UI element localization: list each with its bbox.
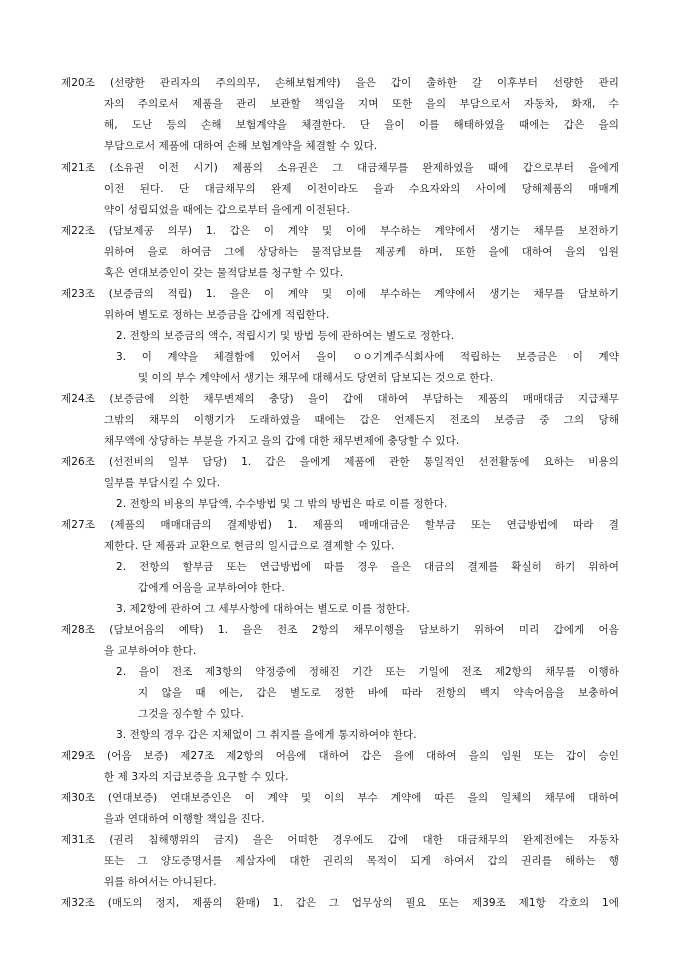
text-line: 제23조 (보증금의 적립) 1. 을은 이 계약 및 이에 부수하는 계약에서 생기는 채무를 담보하기 xyxy=(61,288,619,300)
text-line: 지 않을 때 에는, 갑은 별도로 정한 바에 따라 전항의 백지 약속어음을 보충하여 xyxy=(138,687,619,699)
text-line: 위하여 을로 하여금 그에 상당하는 물적담보를 제공케 하며, 또한 을에 대하여 을의 임원 xyxy=(104,246,619,258)
text-line: 및 이의 부수 계약에서 생기는 채무에 대해서도 당연히 담보되는 것으로 한다. xyxy=(138,372,494,384)
text-line: 채무액에 상당하는 부분을 가지고 을의 갑에 대한 채무변제에 충당할 수 있다. xyxy=(104,435,460,447)
text-line: 일부를 부담시킬 수 있다. xyxy=(104,477,221,489)
text-line: 위를 하여서는 아니된다. xyxy=(104,876,217,888)
text-line: 제26조 (선전비의 일부 담당) 1. 갑은 을에게 제품에 관한 통일적인 선전활동에 요하는 비용의 xyxy=(61,456,619,468)
text-line: 제한다. 단 제품과 교환으로 현금의 일시급으로 결제할 수 있다. xyxy=(104,540,395,552)
text-line: 2. 전항의 할부금 또는 연급방법에 따를 경우 을은 대금의 결제를 확실히 하기 위하여 xyxy=(116,561,619,573)
text-line: 제21조 (소유권 이전 시기) 제품의 소유권은 그 대금채무를 완제하였을 때에 갑으로부터 을에게 xyxy=(61,162,619,174)
text-line: 부담으로서 제품에 대하여 손해 보험계약을 체결할 수 있다. xyxy=(104,140,378,152)
text-line: 을과 연대하여 이행할 책임을 진다. xyxy=(104,813,265,825)
text-line: 제27조 (제품의 매매대금의 결제방법) 1. 제품의 매매대금은 할부금 또는 연급방법에 따라 결 xyxy=(61,519,619,531)
text-line: 3. 전항의 경우 갑은 지체없이 그 취지를 을에게 통지하여야 한다. xyxy=(116,729,417,741)
text-line: 제20조 (선량한 관리자의 주의의무, 손해보험계약) 을은 갑이 출하한 갈 이후부터 선량한 관리 xyxy=(61,77,619,89)
text-line: 을 교부하여야 한다. xyxy=(104,645,197,657)
text-line: 2. 을이 전조 제3항의 약정중에 정해진 기간 또는 기일에 전조 제2항의 채무를 이행하 xyxy=(116,666,619,678)
text-line: 약이 성립되었을 때에는 갑으로부터 을에게 이전된다. xyxy=(104,204,350,216)
text-line: 그밖의 채무의 이행기가 도래하였을 때에는 갑은 언제든지 전조의 보증금 중 그의 당해 xyxy=(104,414,619,426)
text-line: 제32조 (매도의 정지, 제품의 환매) 1. 갑은 그 업무상의 필요 또는 제39조 제1항 각호의 1에 xyxy=(61,897,619,909)
text-line: 또는 그 양도증명서를 제삼자에 대한 권리의 목적이 되게 하여서 갑의 권리를 해하는 행 xyxy=(104,855,619,867)
text-line: 자의 주의로서 제품을 관리 보관할 책임을 지며 또한 을의 부담으로서 자동차, 화재, 수 xyxy=(104,98,619,110)
text-line: 혹은 연대보증인이 갖는 물적담보를 청구할 수 있다. xyxy=(104,267,344,279)
text-line: 위하여 별도로 정하는 보증금을 갑에게 적립한다. xyxy=(104,309,330,321)
text-line: 갑에게 어음을 교부하여야 한다. xyxy=(138,582,285,594)
text-line: 해, 도난 등의 손해 보험계약을 체결한다. 단 을이 이를 해태하였을 때에는 갑은 을의 xyxy=(104,119,619,131)
text-line: 3. 제2항에 관하여 그 세부사항에 대하여는 별도로 이를 정한다. xyxy=(116,603,410,615)
text-line: 2. 전항의 비용의 부담액, 수수방법 및 그 밖의 방법은 따로 이를 정한다. xyxy=(116,498,448,510)
text-line: 제29조 (어음 보증) 제27조 제2항의 어음에 대하여 갑은 을에 대하여 을의 임원 또는 갑이 승인 xyxy=(61,750,619,762)
text-line: 제30조 (연대보증) 연대보증인은 이 계약 및 이의 부수 계약에 따른 을의 일체의 채무에 대하여 xyxy=(61,792,619,804)
text-line: 이전 된다. 단 대금채무의 완제 이전이라도 을과 수요자와의 사이에 당해제품의 매매계 xyxy=(104,183,619,195)
text-line: 제24조 (보증금에 의한 채무변제의 충당) 을이 갑에 대하여 부담하는 제품의 매매대금 지급채무 xyxy=(61,393,619,405)
text-line: 그것을 징수할 수 있다. xyxy=(138,708,244,720)
text-line: 한 제 3자의 지급보증을 요구할 수 있다. xyxy=(104,771,289,783)
text-line: 3. 이 계약을 체결함에 있어서 을이 ㅇㅇ기계주식회사에 적립하는 보증금은 이 계약 xyxy=(116,351,619,363)
text-line: 제22조 (담보제공 의무) 1. 갑은 이 계약 및 이에 부수하는 계약에서 생기는 채무를 보전하기 xyxy=(61,225,619,237)
text-line: 2. 전항의 보증금의 액수, 적립시기 및 방법 등에 관하여는 별도로 정한다. xyxy=(116,330,455,342)
text-line: 제31조 (권리 침해행위의 금지) 을은 어떠한 경우에도 갑에 대한 대금채무의 완제전에는 자동차 xyxy=(61,834,619,846)
text-line: 제28조 (담보어음의 예탁) 1. 을은 전조 2항의 채무이행을 담보하기 위하여 미리 갑에게 어음 xyxy=(61,624,619,636)
